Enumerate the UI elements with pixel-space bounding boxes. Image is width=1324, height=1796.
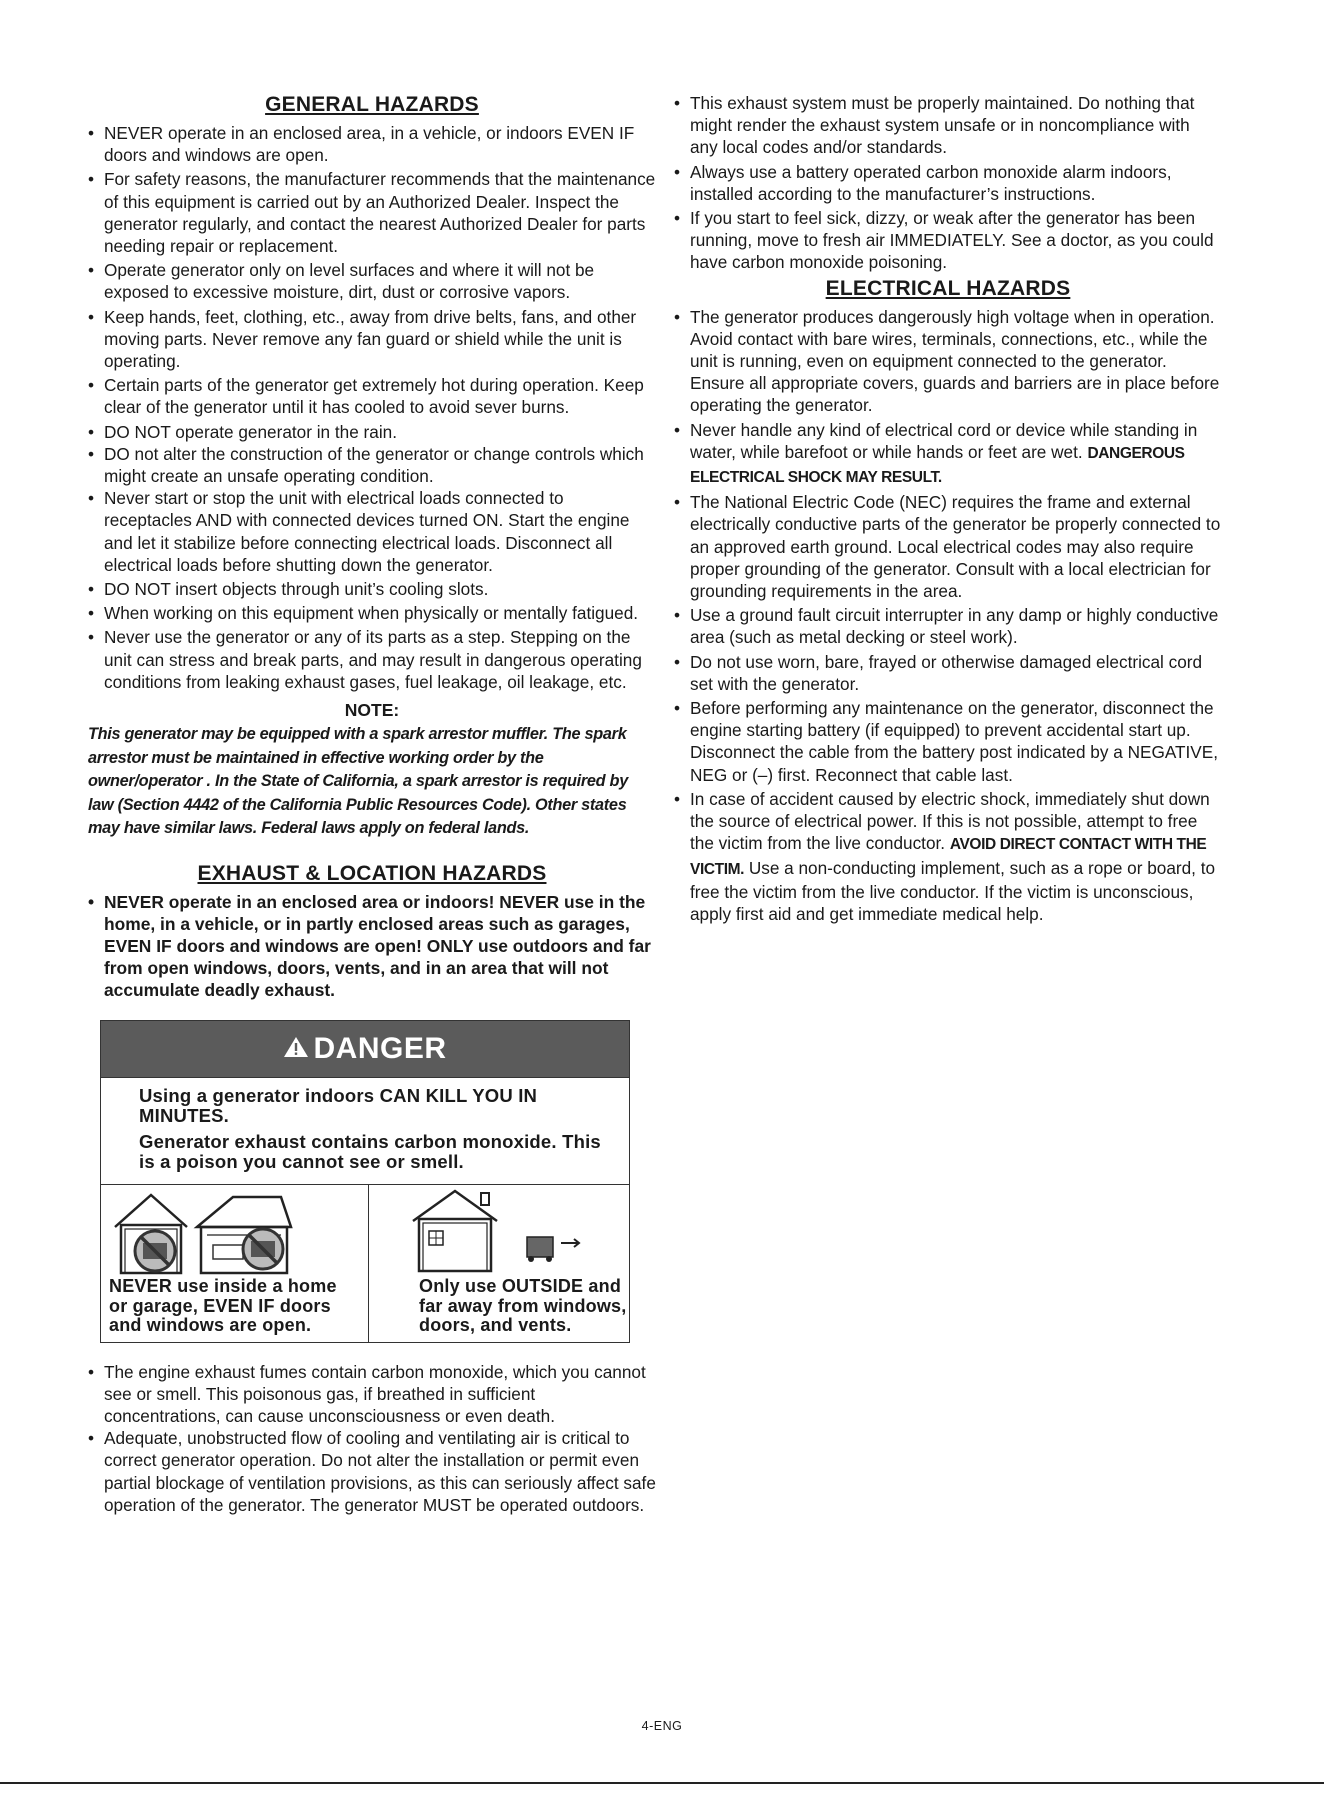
list-item: • This exhaust system must be properly maintained. Do nothing that might render the exhaust system unsafe or in noncompliance with any local codes and/or standards.: [674, 92, 1222, 159]
outdoors-only-caption: Only use OUTSIDE and far away from windows, doors, and vents.: [419, 1276, 627, 1336]
never-indoors-panel: [101, 1185, 369, 1342]
list-item: • Keep hands, feet, clothing, etc., away from drive belts, fans, and other moving parts. Never remove any fan guard or shield while the unit is operating.: [88, 306, 656, 373]
list-item: • Adequate, unobstructed flow of cooling and ventilating air is critical to correct generator operation. Do not alter the installation or permit even partial blockage of ventilation provisions, as this can seriously affect safe operation of the generator. The generator MUST be operated outdoors.: [88, 1427, 656, 1516]
list-item: • The generator produces dangerously high voltage when in operation. Avoid contact with bare wires, terminals, connections, etc., while the unit is running, even on equipment connected to the generator. Ensure all appropriate covers, guards and barriers are in place before operating the generator.: [674, 306, 1222, 417]
danger-title: DANGER: [313, 1031, 447, 1065]
list-item: • Always use a battery operated carbon monoxide alarm indoors, installed according to the manufacturer’s instructions.: [674, 161, 1222, 205]
danger-label: [100, 1020, 630, 1343]
exhaust-hazards-list: [88, 1361, 656, 1516]
danger-line-2: Generator exhaust contains carbon monoxide. This is a poison you cannot see or smell.: [139, 1130, 601, 1172]
warning-triangle-icon: [283, 1021, 309, 1077]
exhaust-hazards-heading: EXHAUST & LOCATION HAZARDS: [197, 861, 547, 885]
danger-pictogram-panels: [101, 1185, 629, 1342]
list-item: • Never use the generator or any of its parts as a step. Stepping on the unit can stress and break parts, and may result in dangerous operating conditions from leaking exhaust gases, fuel leakage, oil leakage, etc.: [88, 626, 656, 693]
left-column: [88, 92, 656, 1518]
list-item: • The National Electric Code (NEC) requires the frame and external electrically conductive parts of the generator be properly connected to an approved earth ground. Local electrical codes may also require proper grounding of the generator. Consult with a local electrician for grounding requirements in the area.: [674, 491, 1222, 602]
shock-warning: DANGEROUS ELECTRICAL SHOCK MAY RESULT.: [690, 444, 1185, 487]
list-item: • Never start or stop the unit with electrical loads connected to receptacles AND with connected devices turned ON. Start the engine and let it stabilize before connecting electrical loads. Disconnect all electrical loads before shutting down the generator.: [88, 487, 656, 576]
list-item: • DO not alter the construction of the generator or change controls which might create an unsafe operating condition.: [88, 443, 656, 487]
item-text: Use a non-conducting implement, such as a rope or board, to free the victim from the live conductor. If the victim is unconscious, apply first aid and get immediate medical help.: [690, 857, 1216, 924]
list-item: • Before performing any maintenance on the generator, disconnect the engine starting battery (if equipped) to prevent accidental start up. Disconnect the cable from the battery post indicated by a NEGATIVE, NEG or (–) first. Reconnect that cable last.: [674, 697, 1222, 786]
list-item: • Use a ground fault circuit interrupter in any damp or highly conductive area (such as metal decking or steel work).: [674, 604, 1222, 648]
house-outdoor-generator-icon: [409, 1187, 629, 1277]
bottom-rule: [0, 1782, 1324, 1784]
list-item: • For safety reasons, the manufacturer recommends that the maintenance of this equipment is carried out by an Authorized Dealer. Inspect the generator regularly, and contact the nearest Authorized Dealer for parts needing repair or replacement.: [88, 168, 656, 257]
list-item: • DO NOT insert objects through unit’s cooling slots.: [88, 578, 656, 600]
list-item: • NEVER operate in an enclosed area, in a vehicle, or indoors EVEN IF doors and windows are open.: [88, 122, 656, 166]
exhaust-continued-list: [674, 92, 1222, 274]
avoid-contact-warning: AVOID DIRECT CONTACT WITH THE VICTIM.: [690, 836, 1207, 878]
list-item: [674, 419, 1222, 490]
right-column: [674, 92, 1222, 927]
note-heading: NOTE:: [344, 700, 400, 721]
note-text: This generator may be equipped with a spark arrestor muffler. The spark arrestor must be maintained in effective working order by the owner/operator . In the State of California, a spark arrestor is required by law (Section 4442 of the California Public Resources Code). Other states may have similar laws. Federal laws apply on federal lands.: [88, 725, 628, 838]
exhaust-bold-list: [88, 891, 656, 1002]
danger-line-1: Using a generator indoors CAN KILL YOU IN MINUTES.: [139, 1084, 538, 1126]
page-number: 4-ENG: [641, 1719, 683, 1733]
never-indoors-caption: NEVER use inside a home or garage, EVEN IF doors and windows are open.: [109, 1276, 337, 1336]
danger-header: [101, 1021, 629, 1078]
electrical-hazards-list: [674, 306, 1222, 925]
list-item: • The engine exhaust fumes contain carbon monoxide, which you cannot see or smell. This poisonous gas, if breathed in sufficient concentrations, can cause unconsciousness or even death.: [88, 1361, 656, 1428]
danger-message: [101, 1078, 629, 1185]
list-item: [674, 788, 1222, 925]
item-text: Never handle any kind of electrical cord or device while standing in water, while barefoot or while hands or feet are wet.: [690, 419, 1198, 462]
list-item: • NEVER operate in an enclosed area or indoors! NEVER use in the home, in a vehicle, or in partly enclosed areas such as garages, EVEN IF doors and windows are open! ONLY use outdoors and far from open windows, doors, vents, and in an area that will not accumulate deadly exhaust.: [88, 891, 656, 1002]
electrical-hazards-heading: ELECTRICAL HAZARDS: [825, 276, 1071, 300]
list-item: • When working on this equipment when physically or mentally fatigued.: [88, 602, 656, 624]
general-hazards-list: [88, 122, 656, 693]
outdoors-only-panel: [369, 1185, 629, 1342]
list-item: • DO NOT operate generator in the rain.: [88, 421, 656, 443]
general-hazards-heading: GENERAL HAZARDS: [265, 93, 479, 116]
list-item: • Certain parts of the generator get extremely hot during operation. Keep clear of the generator until it has cooled to avoid sever burns.: [88, 374, 656, 418]
house-garage-prohibited-icon: [111, 1189, 301, 1279]
list-item: • If you start to feel sick, dizzy, or weak after the generator has been running, move to fresh air IMMEDIATELY. See a doctor, as you could have carbon monoxide poisoning.: [674, 207, 1222, 274]
item-text: In case of accident caused by electric shock, immediately shut down the source of electrical power. If this is not possible, attempt to free the victim from the live conductor.: [690, 788, 1210, 854]
list-item: • Do not use worn, bare, frayed or otherwise damaged electrical cord set with the generator.: [674, 651, 1222, 695]
list-item: • Operate generator only on level surfaces and where it will not be exposed to excessive moisture, dirt, dust or corrosive vapors.: [88, 259, 656, 303]
